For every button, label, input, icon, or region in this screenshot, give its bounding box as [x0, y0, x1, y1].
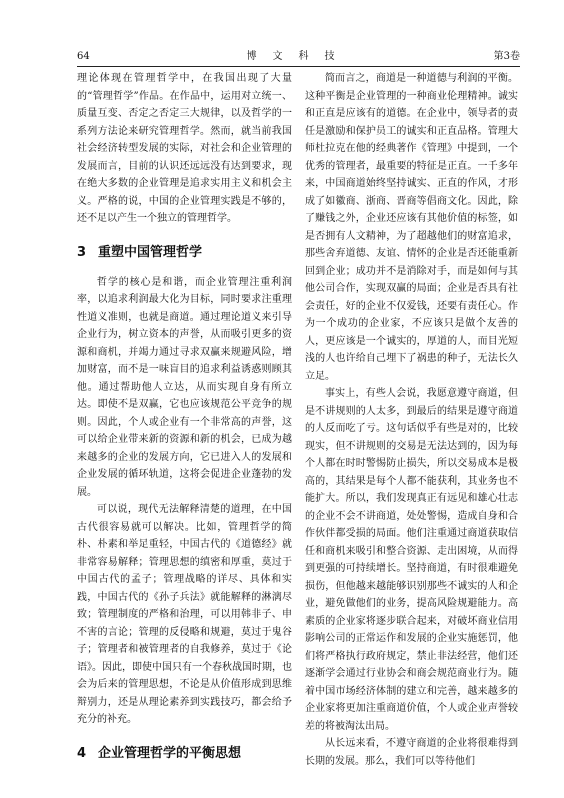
paragraph: 事实上，有些人会说，我愿意遵守商道，但是不讲规则的人太多，到最后的结果是遵守商道的人反而吃了亏。这句话似乎有些是对的，比较现实，但不讲规则的交易是无法达到的，因为每个人都在时时警惕防止损失，所以交易成本是极高的，其结果是每个人都不能获利，其业务也不能扩大。所以，我们发现真正有远见和雄心壮志的企业不会不讲商道，处处警惕，造成自身和合作伙伴都受损的局面。他们注重通过商道获取信任和商机来吸引和整合资源、走出困境，从而得到更强的可持续增长。坚持商道，有时很难避免损伤，但他越来越能够识别那些不诚实的人和企业，避免做他们的业务，提高风险规避能力。高素质的企业家将逐步联合起来，对破坏商业信用影响公司的正常运作和发展的企业实施惩罚，他们将严格执行政府规定，禁止非法经营，他们还逐渐学会通过行业协会和商会规范商业行为。随着中国市场经济体制的建立和完善，越来越多的企业家将更加注重商道价值，个人或企业声誉较差的将被淘汰出局。	[305, 388, 518, 732]
paragraph: 可以说，现代无法解释清楚的道理，在中国古代很容易就可以解决。比如，管理哲学的简朴、朴素和举足重轻，中国古代的《道德经》就非常容易解释；管理思想的缜密和厚重，莫过于中国古代的孟子；管理战略的详尽、具体和实践，中国古代的《孙子兵法》就能解释的淋漓尽致；管理制度的严格和治理，可以用韩非子、申不害的言论；管理的反侵略和规避，莫过于鬼谷子；管理者和被管理者的自我修养，莫过于《论语》。因此，即使中国只有一个春秋战国时期，也会为后来的管理思想，不论是从价值形成到思维辩别力，还是从理论素养到实践技巧，都会给予充分的补充。	[77, 504, 292, 725]
section-title: 企业管理哲学的平衡思想	[98, 745, 242, 761]
section-title: 重塑中国管理哲学	[98, 244, 203, 260]
paragraph: 简而言之，商道是一种道德与利润的平衡。这种平衡是企业管理的一种商业伦理精神。诚实和正直是应该有的道德。在企业中，领导者的责任是激励和保护员工的诚实和正直品格。管理大师杜拉克在他的经典著作《管理》中提到，一个优秀的管理者，最重要的特征是正直。一千多年来，中国商道始终坚持诚实、正直的作风，才形成了如徽商、浙商、晋商等倡商文化。因此，除了赚钱之外，企业还应该有其他价值的标签，如是否拥有人文精神，为了超越他们的财富追求，那些舍弃道德、友谊、情怀的企业是否还能重新回到企业；成功并不是消除对手，而是如何与其他公司合作，实现双赢的局面；企业是否具有社会责任，好的企业不仅爱钱，还要有责任心。作为一个成功的企业家，不应该只是做个友善的人，更应该是一个诚实的，厚道的人，而目光短浅的人也许给自己埋下了祸患的种子，无法长久立足。	[305, 73, 518, 382]
page-number: 64	[77, 51, 90, 62]
section-heading-4	[77, 745, 292, 763]
left-column	[77, 70, 292, 775]
paragraph: 理论体现在管理哲学中，在我国出现了大量的“管理哲学”作品。在作品中，运用对立统一、质量互变、否定之否定三大规律，以及哲学的一系列方法论来研究管理哲学。然而，就当前我国社会经济转型发展的实际，对社会和企业管理的发展而言，目前的认识还远远没有达到要求，现在绝大多数的企业管理是追求实用主义和机会主义。严格的说，中国的企业管理实践是不够的，还不足以产生一个独立的管理哲学。	[77, 73, 292, 224]
paragraph: 哲学的核心是和谐，而企业管理注重利润率，以追求利润最大化为目标，同时要求注重理性道义准则，也就是商道。通过理论道义来引导企业行为，树立资本的声誉，从而吸引更多的资源和商机，并竭力通过寻求双赢来规避风险，增加财富，而不是一味盲目的追求利益诱惑则顾其他。通过帮助他人立达，从而实现自身有所立达。即使不是双赢，它也应该规范公平竞争的规则。因此，个人或企业有一个非常高的声誉，这可以给企业带来新的资源和新的机会，已成为越来越多的企业的发展方向，它已进入人的发展和企业发展的循环轨道，这将会促进企业蓬勃的发展。	[77, 276, 292, 498]
header-rule	[77, 66, 520, 67]
section-number: 3	[77, 244, 87, 260]
section-heading-3	[77, 244, 292, 262]
running-header	[77, 50, 520, 64]
paragraph: 从长远来看，不遵守商道的企业将很难得到长期的发展。那么，我们可以等待他们	[305, 738, 518, 767]
journal-name: 博文科技	[246, 51, 351, 62]
right-column	[305, 70, 518, 770]
section-number: 4	[77, 745, 87, 761]
volume-label: 第3卷	[493, 51, 520, 62]
